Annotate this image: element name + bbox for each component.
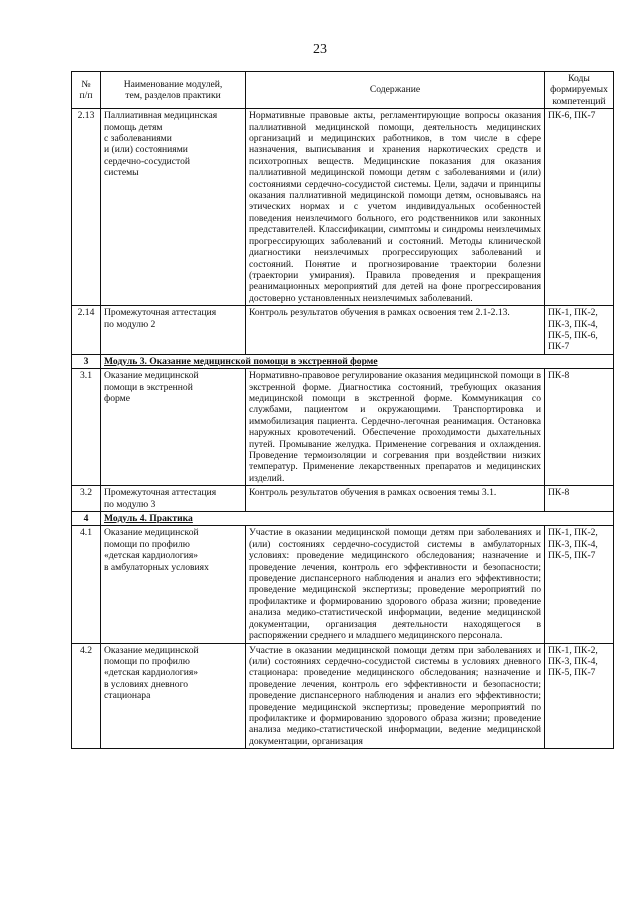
row-num: 2.14 (72, 306, 101, 355)
table-row (72, 109, 614, 306)
row-num: 2.13 (72, 109, 101, 306)
row-codes: ПК-8 (545, 486, 614, 512)
table-row (72, 486, 614, 512)
section-title: Модуль 4. Практика (101, 512, 614, 526)
row-codes: ПК-1, ПК-2, ПК-3, ПК-4, ПК-5, ПК-7 (545, 643, 614, 749)
section-title: Модуль 3. Оказание медицинской помощи в экстренной форме (101, 354, 614, 368)
header-num: № п/п (72, 72, 101, 109)
row-name: Промежуточная аттестация по модулю 3 (101, 486, 246, 512)
row-codes: ПК-1, ПК-2, ПК-3, ПК-4, ПК-5, ПК-7 (545, 526, 614, 643)
section-row (72, 512, 614, 526)
row-codes: ПК-8 (545, 369, 614, 486)
header-name: Наименование модулей, тем, разделов практики (101, 72, 246, 109)
row-codes: ПК-1, ПК-2, ПК-3, ПК-4, ПК-5, ПК-6, ПК-7 (545, 306, 614, 355)
header-codes: Коды формируемых компетенций (545, 72, 614, 109)
row-content: Нормативно-правовое регулирование оказания медицинской помощи в экстренной форме. Диагностика состояний, требующих оказания медицинской помощи в экстренной форме. Коммуникация со службами, пациентом и окружающими. Транспортировка и иммобилизация пациента. Сердечно-легочная реанимация. Остановка наружных кровотечений. Обеспечение проходимости дыхательных путей. Промывание желудка. Применение согревания и охлаждения. Проведение термоизоляции и согревания при воздействии низких температур. Применение лекарственных препаратов и медицинских изделий. (246, 369, 545, 486)
section-num: 4 (72, 512, 101, 526)
table-row (72, 369, 614, 486)
table-row (72, 643, 614, 749)
row-num: 3.1 (72, 369, 101, 486)
table-header-row (72, 72, 614, 109)
row-content: Участие в оказании медицинской помощи детям при заболеваниях и (или) состояниях сердечно-сосудистой системы в условиях дневного стационара: проведение медицинского обследования; назначение и проведение лечения, контроль его эффективности и безопасности; проведение диспансерного наблюдения и анализ его эффективности; проведение медицинской экспертизы; проведение мероприятий по профилактике и формированию здорового образа жизни; проведение анализа медико-статистической информации, ведение медицинской документации, организация (246, 643, 545, 749)
table-row (72, 306, 614, 355)
row-content: Контроль результатов обучения в рамках освоения темы 3.1. (246, 486, 545, 512)
table-row (72, 526, 614, 643)
header-content: Содержание (246, 72, 545, 109)
row-num: 4.1 (72, 526, 101, 643)
section-num: 3 (72, 354, 101, 368)
row-num: 3.2 (72, 486, 101, 512)
section-row (72, 354, 614, 368)
row-name: Промежуточная аттестация по модулю 2 (101, 306, 246, 355)
row-name: Оказание медицинской помощи по профилю «детская кардиология» в амбулаторных условиях (101, 526, 246, 643)
curriculum-table (71, 71, 614, 749)
row-content: Контроль результатов обучения в рамках освоения тем 2.1-2.13. (246, 306, 545, 355)
row-content: Участие в оказании медицинской помощи детям при заболеваниях и (или) состояниях сердечно-сосудистой системы в амбулаторных условиях: проведение медицинского обследования; назначение и проведение лечения, контроль его эффективности и безопасности; проведение диспансерного наблюдения и анализ его эффективности; проведение медицинской экспертизы; проведение мероприятий по профилактике и формированию здорового образа жизни; проведение анализа медико-статистической информации, ведение медицинской документации, организация деятельности находящегося в распоряжении среднего и младшего медицинского персонала. (246, 526, 545, 643)
row-content: Нормативные правовые акты, регламентирующие вопросы оказания паллиативной медицинской помощи, деятельность медицинских организаций и медицинских работников, в том числе в сфере назначения, выписывания и хранения наркотических средств и психотропных веществ. Медицинские показания для оказания паллиативной медицинской помощи детям с заболеваниями и (или) состояниями сердечно-сосудистой системы. Цели, задачи и принципы оказания паллиативной медицинской помощи детям, основываясь на этических нормах и с учетом индивидуальных особенностей поведения неизлечимого больного, его родственников или законных представителей. Классификации, симптомы и синдромы неизлечимых прогрессирующих заболеваний и состояний. Методы клинической диагностики неизлечимых прогрессирующих заболеваний и состояний. Понятие и прогнозирование траектории болезни (траектории умирания). Правила проведения и прекращения реанимационных мероприятий для детей на фоне прогрессирования достоверно установленных неизлечимых заболеваний. (246, 109, 545, 306)
row-codes: ПК-6, ПК-7 (545, 109, 614, 306)
page-number: 23 (313, 42, 327, 57)
row-name: Оказание медицинской помощи по профилю «детская кардиология» в условиях дневного стационара (101, 643, 246, 749)
row-name: Оказание медицинской помощи в экстренной форме (101, 369, 246, 486)
row-name: Паллиативная медицинская помощь детям с заболеваниями и (или) состояниями сердечно-сосудистой системы (101, 109, 246, 306)
row-num: 4.2 (72, 643, 101, 749)
